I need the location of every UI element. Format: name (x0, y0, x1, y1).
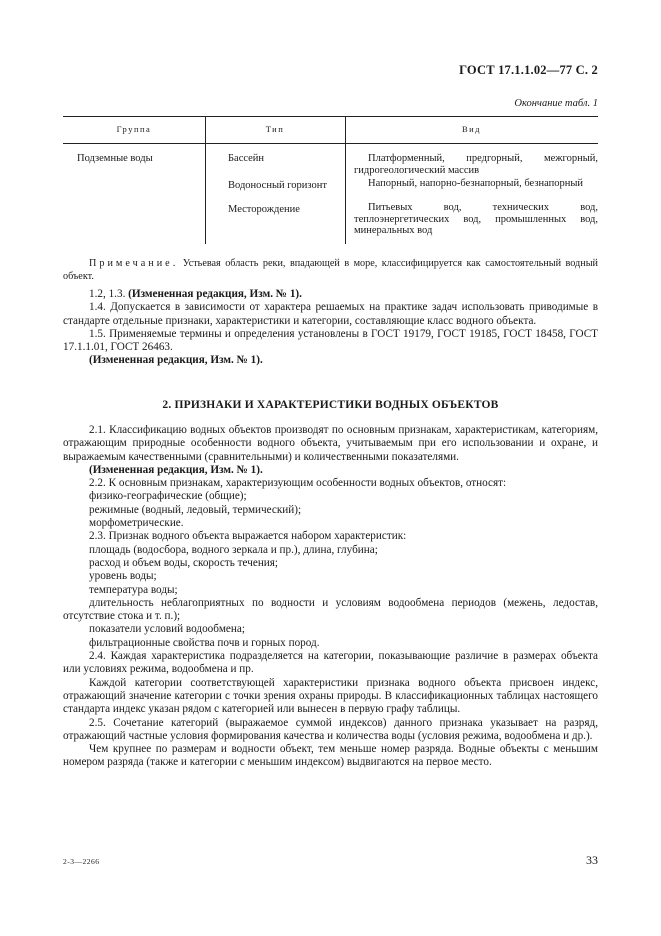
table-header-rule (63, 143, 598, 144)
table-col-divider-2 (345, 116, 346, 244)
table-cell-kind-deposit: Питьевых вод, технических вод, теплоэнергетических вод, промышленных вод, минеральных вод (354, 202, 598, 236)
note-text: Устьевая область реки, впадающей в море, классифицируется как самостоятельный водный объект. (63, 258, 598, 282)
para-2-3: 2.3. Признак водного объекта выражается набором характеристик: (89, 530, 407, 543)
para-2-2: 2.2. К основным признакам, характеризующим особенности водных объектов, относят: (89, 477, 507, 490)
page-number: 33 (586, 853, 598, 867)
table-header-group: Группа (116, 124, 152, 134)
section-2-body (63, 424, 598, 770)
list-item: уровень воды; (89, 570, 157, 583)
table-top-rule (63, 116, 598, 117)
para-1-5: 1.5. Применяемые термины и определения установлены в ГОСТ 19179, ГОСТ 19185, ГОСТ 18458, ГОСТ 17.1.1.01, ГОСТ 26463. (63, 327, 598, 354)
para-1-2-number: 1.2, 1.3. (89, 288, 129, 300)
list-item: физико-географические (общие); (89, 490, 247, 503)
section-title: 2. ПРИЗНАКИ И ХАРАКТЕРИСТИКИ ВОДНЫХ ОБЪЕКТОВ (162, 399, 499, 411)
list-item: показатели условий водообмена; (89, 623, 245, 636)
table-cell-type-basin: Бассейн (228, 153, 265, 164)
table-continuation-label: Окончание табл. 1 (514, 98, 598, 109)
list-item: режимные (водный, ледовый, термический); (89, 503, 302, 516)
list-item: длительность неблагоприятных по водности и условиям водообмена периодов (межень, ледостав, отсутствие стока и т. п.); (63, 596, 598, 623)
list-item: температура воды; (89, 583, 178, 596)
table-cell-kind-aquifer: Напорный, напорно-безнапорный, безнапорный (368, 178, 584, 189)
edit-note-1-5: (Измененная редакция, Изм. № 1). (89, 354, 263, 367)
table-header-type: Тип (265, 124, 285, 134)
table-note (63, 258, 598, 283)
table-cell-kind-basin: Платформенный, предгорный, межгорный, гидрогеологический массив (354, 153, 598, 176)
list-item: морфометрические. (89, 517, 184, 530)
list-item: площадь (водосбора, водного зеркала и пр.), длина, глубина; (89, 543, 378, 556)
para-2-1: 2.1. Классификацию водных объектов производят по основным признакам, характеристикам, категориям, отражающим природные особенности водного объекта, учитываемым при его использовании и охране, и выражаемым качественными (сравнительными) и количественными показателями. (63, 424, 598, 463)
edit-note: (Измененная редакция, Изм. № 1). (128, 288, 302, 300)
table-cell-group: Подземные воды (77, 153, 153, 164)
para-2-4: 2.4. Каждая характеристика подразделяется на категории, показывающие различие в размерах объекта или условиях режима, водообмена и пр. (63, 650, 598, 676)
para-1-2-1-3 (63, 288, 598, 301)
print-code: 2-3—2266 (63, 857, 100, 866)
list-item: фильтрационные свойства почв и горных пород. (89, 636, 320, 649)
table-col-divider-1 (205, 116, 206, 244)
list-item: расход и объем воды, скорость течения; (89, 556, 279, 569)
para-2-5-cont: Чем крупнее по размерам и водности объект, тем меньше номер разряда. Водные объекты с меньшим номером разряда (также и категории с меньшим индексом) выдвигаются на первое место. (63, 743, 598, 769)
table-cell-type-deposit: Месторождение (228, 204, 300, 215)
note-label: Примечание. (89, 258, 179, 269)
standard-header: ГОСТ 17.1.1.02—77 С. 2 (459, 63, 598, 77)
section-1-tail (63, 288, 598, 368)
table-header-kind: Вид (461, 124, 482, 134)
para-2-5: 2.5. Сочетание категорий (выражаемое суммой индексов) данного признака указывает на разряд, отражающий частные условия формирования качества и количества воды (условия режима, водообмена и др.). (63, 716, 598, 742)
edit-note-2-1: (Измененная редакция, Изм. № 1). (89, 463, 263, 476)
table-cell-type-aquifer: Водоносный горизонт (228, 180, 327, 191)
para-1-4: 1.4. Допускается в зависимости от характера решаемых на практике задач использовать приводимые в стандарте отдельные признаки, характеристики и категории, составляющие класс водного объекта. (63, 301, 598, 327)
para-2-4-cont: Каждой категории соответствующей характеристики признака водного объекта присвоен индекс, отражающий значение категории с точки зрения охраны природы. В классификационных таблицах настоящего стандарта индекс указан рядом с категорией или вынесен в первую графу таблицы. (63, 676, 598, 716)
